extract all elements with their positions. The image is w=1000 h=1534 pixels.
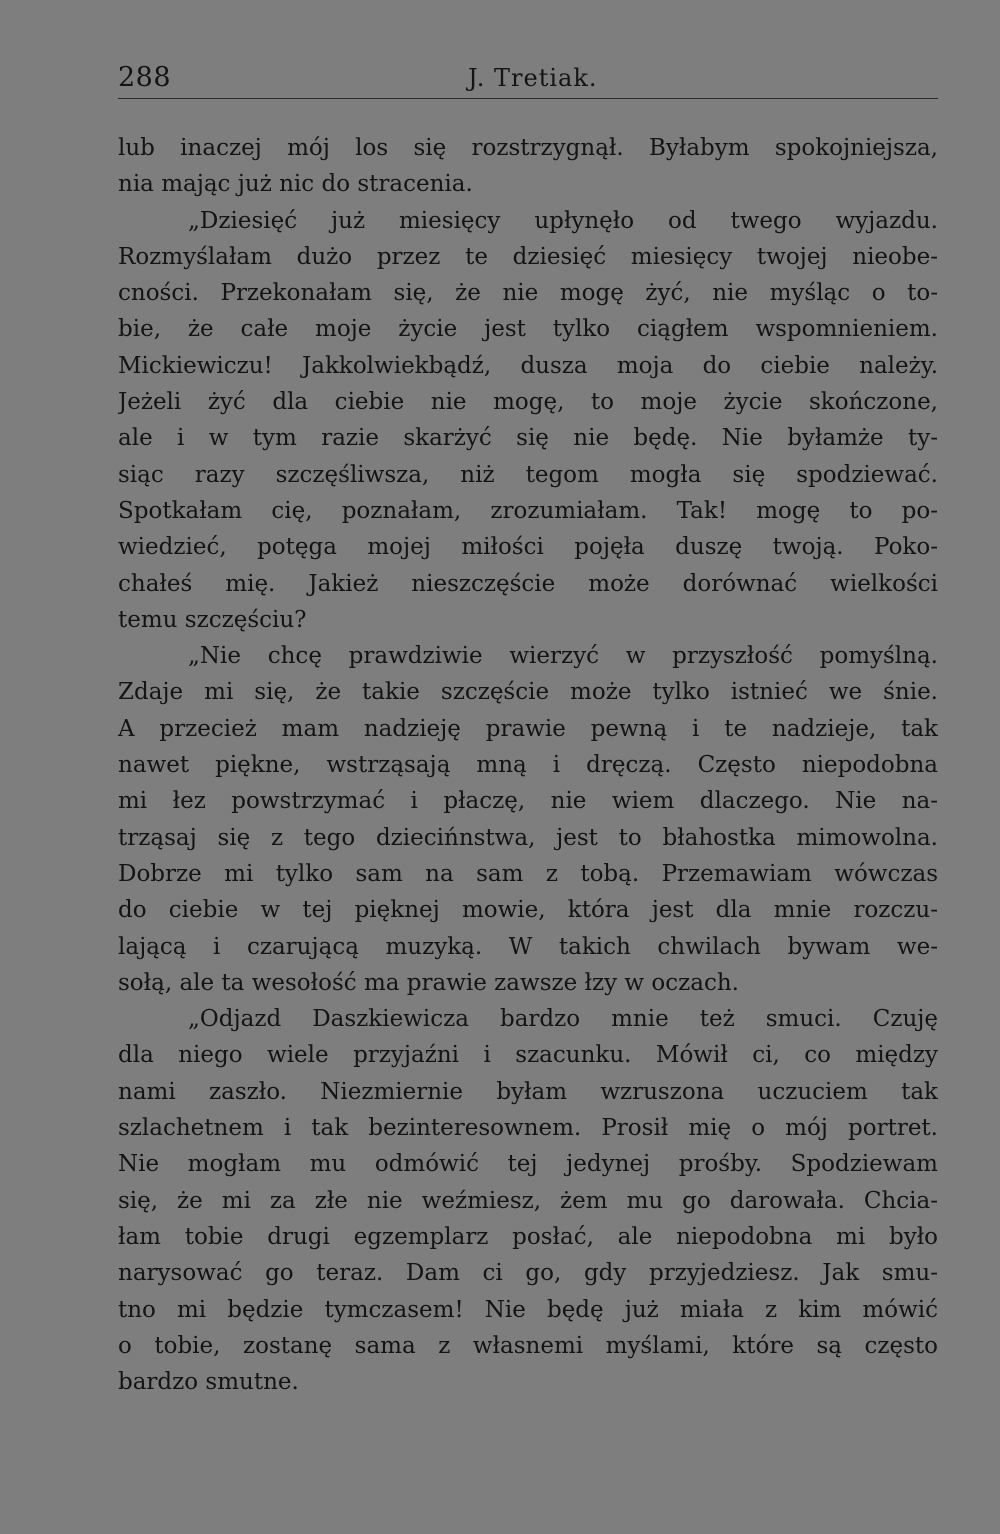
text-line: mi łez powstrzymać i płaczę, nie wiem dlaczego. Nie na- — [118, 788, 938, 815]
text-line: cności. Przekonałam się, że nie mogę żyć, nie myśląc o to- — [118, 280, 938, 307]
text-line: Zdaje mi się, że takie szczęście może tylko istnieć we śnie. — [118, 679, 938, 706]
text-line: lającą i czarującą muzyką. W takich chwilach bywam we- — [118, 933, 938, 960]
text-line: łam tobie drugi egzemplarz posłać, ale niepodobna mi było — [118, 1223, 938, 1250]
running-title: J. Tretiak. — [468, 64, 598, 92]
text-line: „Dziesięć już miesięcy upłynęło od twego wyjazdu. — [188, 207, 938, 234]
text-line: Rozmyślałam dużo przez te dziesięć miesięcy twojej nieobe- — [118, 243, 938, 270]
text-line: ale i w tym razie skarżyć się nie będę. Nie byłamże ty- — [118, 425, 938, 452]
text-line: szlachetnem i tak bezinteresownem. Prosił mię o mój portret. — [118, 1115, 938, 1142]
text-line: „Odjazd Daszkiewicza bardzo mnie też smuci. Czuję — [188, 1006, 938, 1033]
header-rule — [118, 98, 938, 99]
text-line: trząsaj się z tego dziecińnstwa, jest to błahostka mimowolna. — [118, 824, 938, 851]
text-line: Jeżeli żyć dla ciebie nie mogę, to moje życie skończone, — [118, 389, 938, 416]
text-line: temu szczęściu? — [118, 606, 307, 633]
page-number: 288 — [118, 62, 172, 93]
text-line: tno mi będzie tymczasem! Nie będę już miała z kim mówić — [118, 1296, 938, 1323]
text-line: dla niego wiele przyjaźni i szacunku. Mówił ci, co między — [118, 1042, 938, 1069]
text-line: lub inaczej mój los się rozstrzygnął. Byłabym spokojniejsza, — [118, 135, 938, 161]
text-line: „Nie chcę prawdziwie wierzyć w przyszłość pomyślną. — [188, 643, 938, 670]
text-line: Mickiewiczu! Jakkolwiekbądź, dusza moja do ciebie należy. — [118, 352, 938, 379]
text-line: się, że mi za złe nie weźmiesz, żem mu go darowała. Chcia- — [118, 1187, 938, 1214]
text-line: do ciebie w tej pięknej mowie, która jest dla mnie rozczu- — [118, 897, 938, 924]
text-line: narysować go teraz. Dam ci go, gdy przyjedziesz. Jak smu- — [118, 1260, 938, 1287]
text-line: nia mając już nic do stracenia. — [118, 171, 473, 198]
text-line: chałeś mię. Jakież nieszczęście może dorównać wielkości — [118, 570, 938, 597]
text-line: nami zaszło. Niezmiernie byłam wzruszona uczuciem tak — [118, 1078, 938, 1105]
text-line: nawet piękne, wstrząsają mną i dręczą. Często niepodobna — [118, 752, 938, 779]
text-line: bie, że całe moje życie jest tylko ciągłem wspomnieniem. — [118, 316, 938, 343]
text-line: siąc razy szczęśliwsza, niż tegom mogła się spodziewać. — [118, 461, 938, 488]
text-line: Nie mogłam mu odmówić tej jedynej prośby. Spodziewam — [118, 1151, 938, 1178]
text-line: sołą, ale ta wesołość ma prawie zawsze łzy w oczach. — [118, 969, 739, 996]
text-line: bardzo smutne. — [118, 1369, 299, 1396]
text-line: A przecież mam nadzieję prawie pewną i te nadzieje, tak — [118, 715, 938, 742]
text-line: o tobie, zostanę sama z własnemi myślami, które są często — [118, 1332, 938, 1359]
running-head — [118, 58, 938, 100]
text-line: wiedzieć, potęga mojej miłości pojęła duszę twoją. Poko- — [118, 534, 938, 561]
text-line: Dobrze mi tylko sam na sam z tobą. Przemawiam wówczas — [118, 860, 938, 887]
body-text — [118, 130, 938, 1400]
text-line: Spotkałam cię, poznałam, zrozumiałam. Tak! mogę to po- — [118, 497, 938, 524]
